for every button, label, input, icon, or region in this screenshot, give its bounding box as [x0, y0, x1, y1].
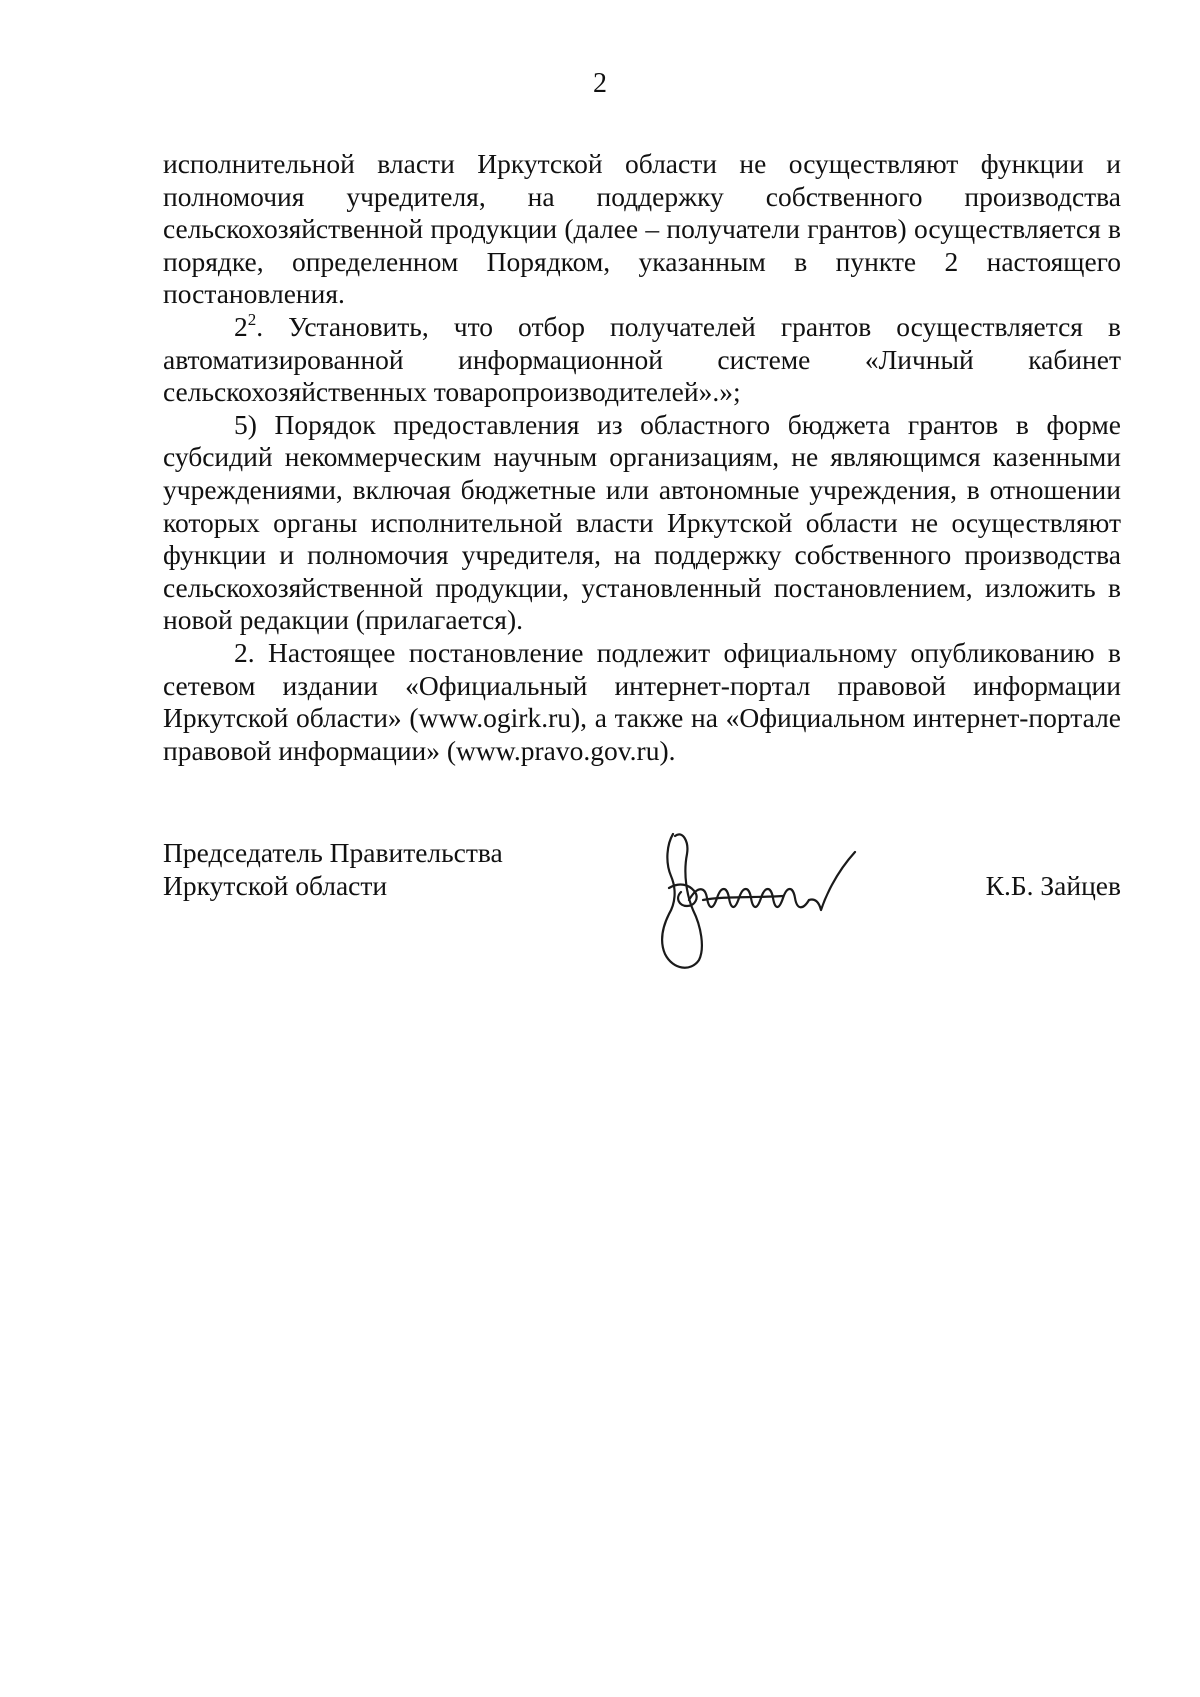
clause-number: 2 — [234, 310, 248, 342]
signature-block — [163, 836, 1121, 996]
paragraph-publication: 2. Настоящее постановление подлежит официальному опубликованию в сетевом издании «Официальный интернет-портал правовой информации Иркутской области» (www.ogirk.ru), а также на «Официальном интернет-портале правовой информации» (www.pravo.gov.ru). — [163, 636, 1121, 766]
handwritten-signature — [633, 814, 883, 984]
signer-position-line: Председатель Правительства — [163, 837, 503, 868]
clause-text: . Установить, что отбор получателей грантов осуществляется в автоматизированной информационной системе «Личный кабинет сельскохозяйственных товаропроизводителей».»; — [163, 310, 1121, 408]
paragraph-grant-procedure: 5) Порядок предоставления из областного бюджета грантов в форме субсидий некоммерческим научным организациям, не являющимся казенными учреждениями, включая бюджетные или автономные учреждения, в отношении которых органы исполнительной власти Иркутской области не осуществляют функции и полномочия учредителя, на поддержку собственного производства сельскохозяйственной продукции, установленный постановлением, изложить в новой редакции (прилагается). — [163, 408, 1121, 636]
page-number: 2 — [593, 68, 607, 99]
paragraph-continuation: исполнительной власти Иркутской области не осуществляют функции и полномочия учредителя, на поддержку собственного производства сельскохозяйственной продукции (далее – получатели грантов) осуществляется в порядке, определенном Порядком, указанным в пункте 2 настоящего постановления. — [163, 148, 1121, 310]
signer-name: К.Б. Зайцев — [985, 870, 1121, 901]
signer-position — [163, 836, 503, 902]
document-body — [163, 148, 1121, 767]
paragraph-selection-rule — [163, 311, 1121, 409]
clause-superscript: 2 — [247, 309, 257, 329]
signer-position-line: Иркутской области — [163, 870, 388, 901]
